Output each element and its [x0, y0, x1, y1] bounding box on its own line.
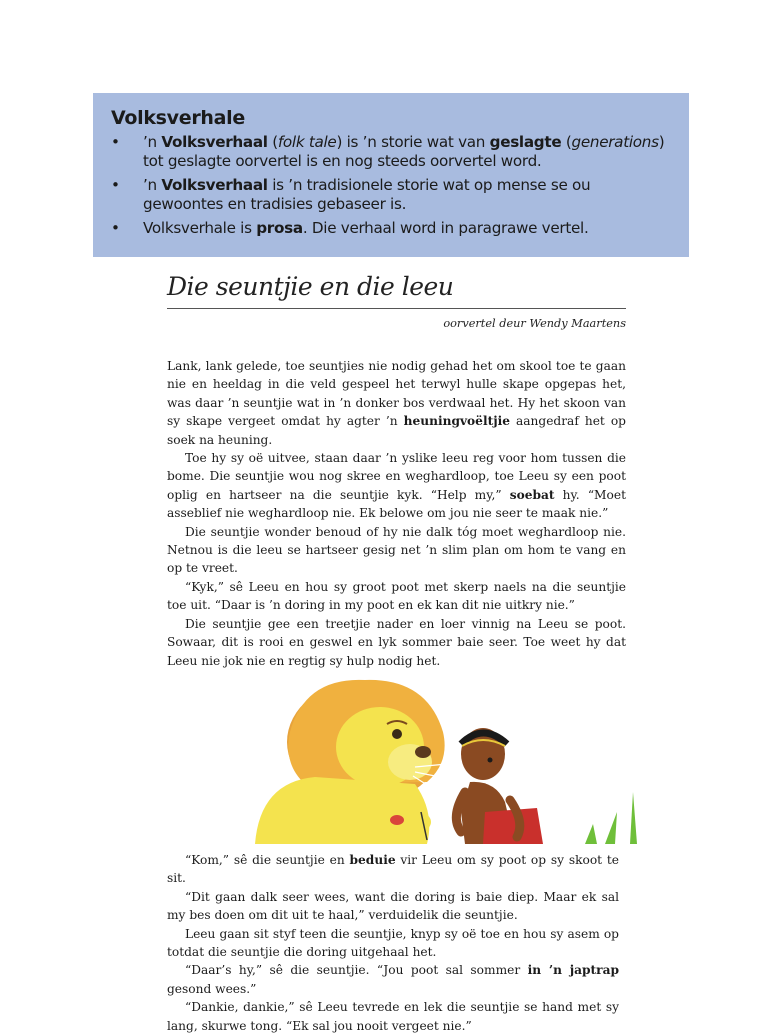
- text: ) is ’n storie wat van: [336, 133, 490, 151]
- story-title: Die seuntjie en die leeu: [167, 272, 454, 301]
- bullet: •: [111, 219, 120, 237]
- bold-word: beduie: [349, 853, 396, 867]
- text: hy. “Moet asseblief nie weghardloop nie. Ek belowe om jou nie seer te maak nie.”: [167, 487, 626, 521]
- paragraph: “Kyk,” sê Leeu en hou sy groot poot met skerp naels na die seuntjie toe uit. “Daar is ’n doring in my poot en ek kan dit nie uitkry nie.”: [167, 579, 626, 613]
- paragraph: “Dit gaan dalk seer wees, want die doring is baie diep. Maar ek sal my bes doen om dit uit te haal,” verduidelik die seuntjie.: [167, 889, 619, 923]
- paragraph: [167, 961, 619, 998]
- bold-word: soebat: [509, 487, 555, 502]
- info-item: [111, 219, 671, 238]
- text: (: [267, 133, 278, 151]
- bold-term: Volksverhaal: [161, 176, 268, 194]
- text: gesond wees.”: [167, 981, 257, 996]
- story-body: [167, 357, 626, 670]
- text: (: [561, 133, 572, 151]
- paragraph: Die seuntjie gee een treetjie nader en loer vinnig na Leeu se poot. Sowaar, dit is rooi en geswel en lyk sommer baie seer. Toe weet hy dat Leeu nie jok nie en regtig sy hulp nodig het.: [167, 616, 626, 668]
- italic-term: generations: [571, 133, 659, 151]
- lion: [255, 680, 447, 844]
- paragraph: Leeu gaan sit styf teen die seuntjie, knyp sy oë toe en hou sy asem op totdat die seuntjie die doring uitgehaal het.: [167, 926, 619, 960]
- bullet: •: [111, 133, 120, 151]
- info-item: [111, 176, 671, 214]
- text: Lank, lank gelede, toe seuntjies nie nodig gehad het om skool toe te gaan nie en heeldag in die veld gespeel het terwyl hulle skape opgepas het, was daar ’n seuntjie wat in ’n donker bos verdwaal het. Hy het skoon van sy skape vergeet omdat hy agter ’n: [167, 359, 626, 429]
- info-list: [111, 133, 671, 238]
- story-body-continued: [167, 851, 619, 1035]
- text: ’n: [143, 176, 162, 194]
- bold-term: prosa: [256, 219, 303, 237]
- text: ) tot geslagte oorvertel is en nog steeds oorvertel word.: [143, 133, 665, 170]
- byline: oorvertel deur Wendy Maartens: [443, 317, 626, 330]
- paragraph: [167, 851, 619, 888]
- title-divider: [167, 308, 626, 309]
- text: Toe hy sy oë uitvee, staan daar ’n yslike leeu reg voor hom tussen die bome. Die seuntjie wou nog skree en weghardloop, toe Leeu sy een poot oplig en hartseer na die seuntjie kyk. “Help my,”: [167, 451, 626, 502]
- bold-word: in ’n japtrap: [527, 963, 619, 978]
- bold-term: Volksverhaal: [161, 133, 268, 151]
- info-box: [93, 93, 689, 257]
- info-item: [111, 133, 671, 171]
- text: . Die verhaal word in paragrawe vertel.: [302, 219, 589, 237]
- text: Volksverhale is: [143, 219, 257, 237]
- text: ’n: [143, 133, 162, 151]
- paragraph: [167, 449, 626, 523]
- bold-word: heuningvoëltjie: [403, 414, 510, 429]
- paragraph: Die seuntjie wonder benoud of hy nie dalk tóg moet weghardloop nie. Netnou is die leeu se hartseer gesig net ’n slim plan om hom te vang en op te vreet.: [167, 524, 626, 576]
- paragraph: [167, 357, 626, 449]
- info-heading: Volksverhale: [111, 107, 245, 129]
- bullet: •: [111, 176, 120, 194]
- lion-and-boy-illustration: [165, 672, 637, 844]
- text: “Daar’s hy,” sê die seuntjie. “Jou poot sal sommer: [185, 963, 528, 978]
- paragraph: “Dankie, dankie,” sê Leeu tevrede en lek die seuntjie se hand met sy lang, skurwe tong. “Ek sal jou nooit vergeet nie.”: [167, 1000, 619, 1033]
- text: is ’n tradisionele storie wat op mense se ou gewoontes en tradisies gebaseer is.: [143, 176, 591, 213]
- italic-term: folk tale: [277, 133, 337, 151]
- text: “Kom,” sê die seuntjie en: [185, 853, 350, 867]
- boy: [456, 728, 543, 844]
- text: vir Leeu om sy poot op sy skoot te sit.: [167, 853, 619, 886]
- bold-term: geslagte: [489, 133, 562, 151]
- text: aangedraf het op soek na heuning.: [167, 414, 626, 447]
